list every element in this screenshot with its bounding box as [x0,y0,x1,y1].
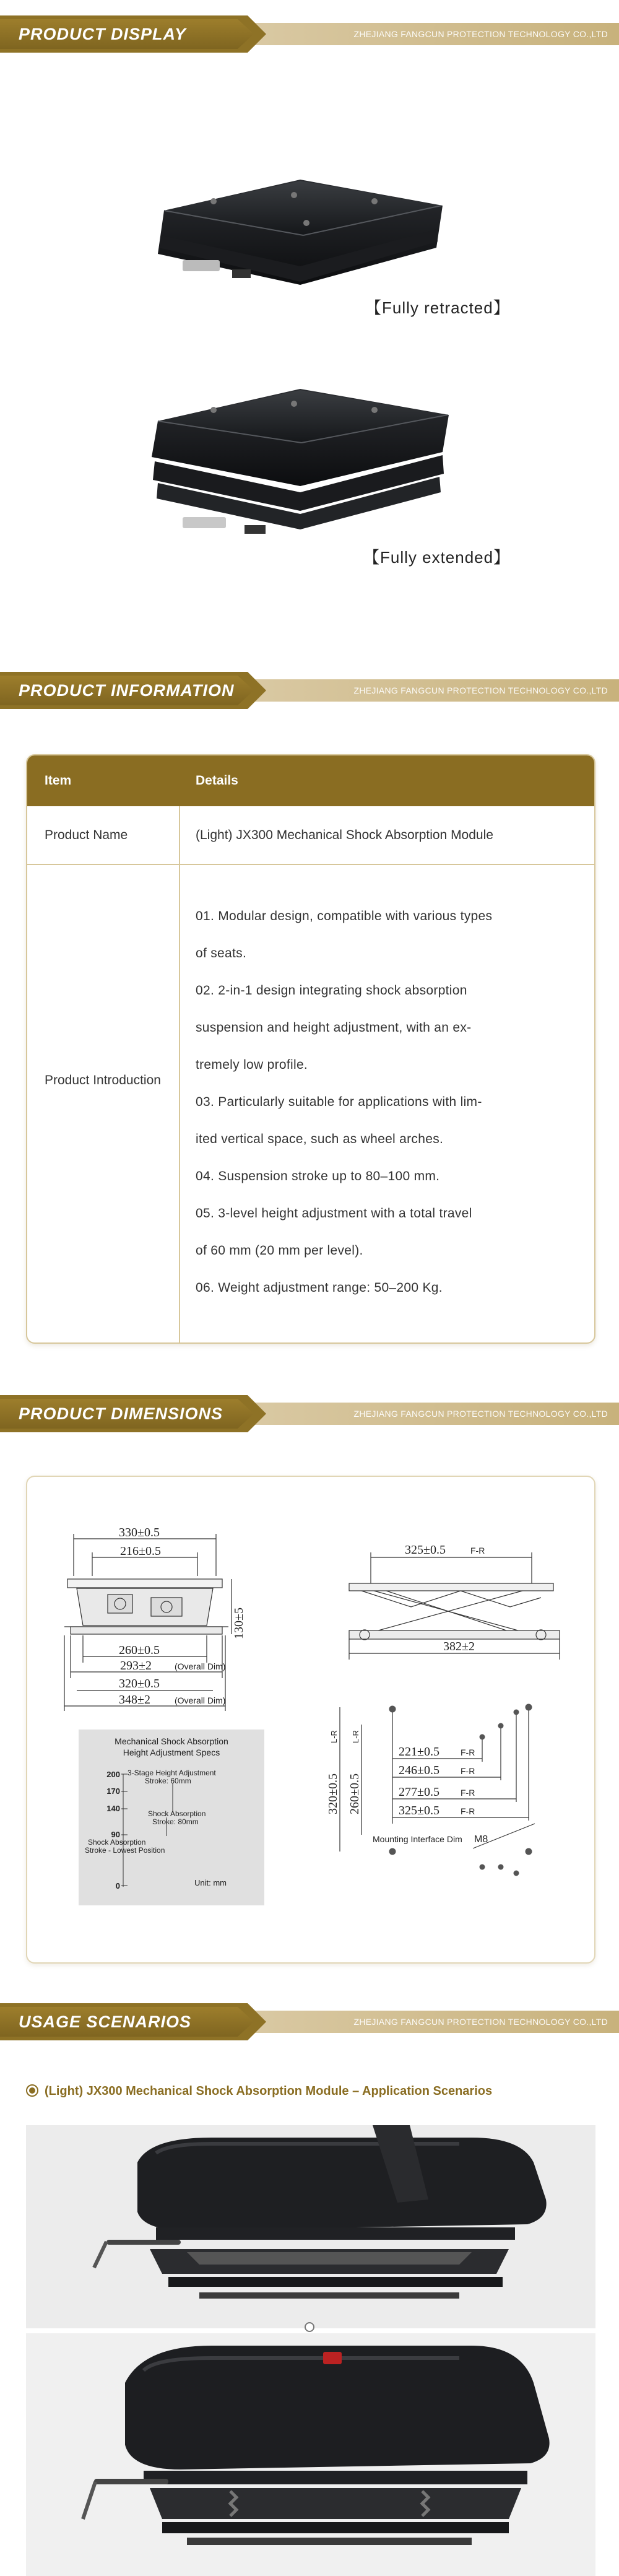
dim-325: 325±0.5 [399,1804,439,1817]
company-name: ZHEJIANG FANGCUN PROTECTION TECHNOLOGY CO.,LTD [353,685,608,695]
company-name: ZHEJIANG FANGCUN PROTECTION TECHNOLOGY CO.,LTD [353,2017,608,2027]
spec-tick: 170 [106,1786,120,1796]
intro-line: 06. Weight adjustment range: 50–200 Kg. [196,1281,443,1295]
section-title: PRODUCT DIMENSIONS [19,1404,223,1423]
dim-260: 260±0.5 [119,1643,160,1657]
spec-unit: Unit: mm [194,1878,227,1887]
spec-note: Stroke: 60mm [145,1777,191,1785]
intro-line: 05. 3-level height adjustment with a total travel [196,1206,472,1221]
section-header-dimensions [0,1395,619,1432]
fr-label: F-R [461,1788,475,1798]
spec-note: Stroke - Lowest Position [85,1846,165,1855]
section-header-information [0,672,619,709]
bullet-icon [26,2084,38,2097]
row-label-product-name: Product Name [45,828,128,842]
dim-382: 382±2 [443,1640,475,1653]
overall-dim-label: (Overall Dim) [175,1661,226,1671]
header-details: Details [196,773,238,788]
spec-tick: 140 [106,1804,120,1813]
spec-note: Shock Absorption [148,1809,206,1818]
company-name: ZHEJIANG FANGCUN PROTECTION TECHNOLOGY CO.,LTD [353,1409,608,1419]
row-label-introduction: Product Introduction [45,1073,161,1087]
usage-heading-text: (Light) JX300 Mechanical Shock Absorption Module – Application Scenarios [45,2084,493,2098]
fr-label: F-R [461,1806,475,1816]
intro-line: 02. 2-in-1 design integrating shock absorption [196,983,467,998]
spec-note: 3-Stage Height Adjustment [128,1769,216,1777]
dim-293: 293±2 [120,1659,152,1673]
dimension-drawing [27,1477,597,1965]
usage-heading [26,2082,492,2100]
intro-line: tremely low profile. [196,1058,308,1072]
fr-label: F-R [470,1546,485,1556]
intro-line: 04. Suspension stroke up to 80–100 mm. [196,1169,440,1183]
intro-line: 01. Modular design, compatible with various types [196,909,493,923]
dim-320: 320±0.5 [119,1677,160,1690]
intro-line: ited vertical space, such as wheel arches. [196,1132,444,1146]
intro-line: 03. Particularly suitable for applications with lim- [196,1095,482,1109]
spec-tick: 0 [115,1881,120,1891]
spec-tick: 200 [106,1770,120,1779]
section-title: USAGE SCENARIOS [19,2012,192,2031]
section-title: PRODUCT DISPLAY [19,25,187,43]
company-name: ZHEJIANG FANGCUN PROTECTION TECHNOLOGY CO.,LTD [353,29,608,39]
product-info-table [26,754,595,1344]
lr-label: L-R [351,1730,360,1743]
spec-note: Stroke: 80mm [152,1817,199,1826]
caption-extended: 【Fully extended】 [363,548,511,567]
dim-260-side: 260±0.5 [348,1773,361,1814]
section-header-usage [0,2003,619,2040]
mounting-label: Mounting Interface Dim [373,1834,462,1844]
section-header-display [0,15,619,53]
table-header [27,755,594,806]
header-item: Item [45,773,72,788]
dim-246: 246±0.5 [399,1764,439,1777]
dim-348: 348±2 [119,1693,150,1707]
dim-216: 216±0.5 [120,1544,161,1558]
dim-277: 277±0.5 [399,1785,439,1799]
dim-221: 221±0.5 [399,1745,439,1759]
spec-note: Shock Absorption [88,1838,146,1847]
fr-label: F-R [461,1766,475,1776]
product-image-extended [139,378,461,539]
m8-label: M8 [474,1834,488,1845]
dim-325-top: 325±0.5 [405,1543,446,1557]
fr-label: F-R [461,1747,475,1757]
intro-line: of 60 mm (20 mm per level). [196,1243,363,1258]
dim-130: 130±5 [232,1608,246,1639]
intro-line: of seats. [196,946,247,960]
spec-title: Height Adjustment Specs [123,1747,220,1757]
dim-330: 330±0.5 [119,1526,160,1539]
dimensions-card [26,1476,595,1964]
product-image-retracted [145,167,455,310]
dim-320-side: 320±0.5 [326,1773,340,1814]
introduction-text [196,898,582,1307]
scenario-photo-2 [26,2333,595,2576]
scenario-photo-1 [26,2125,595,2328]
spec-tick: 90 [111,1830,120,1839]
row-value-product-name: (Light) JX300 Mechanical Shock Absorption Module [196,828,493,842]
intro-line: suspension and height adjustment, with an ex- [196,1020,472,1035]
carousel-dot[interactable] [305,2322,314,2332]
section-title: PRODUCT INFORMATION [19,681,235,700]
overall-dim-label: (Overall Dim) [175,1695,226,1705]
spec-title: Mechanical Shock Absorption [115,1736,228,1746]
caption-retracted: 【Fully retracted】 [365,298,510,317]
lr-label: L-R [329,1730,339,1743]
